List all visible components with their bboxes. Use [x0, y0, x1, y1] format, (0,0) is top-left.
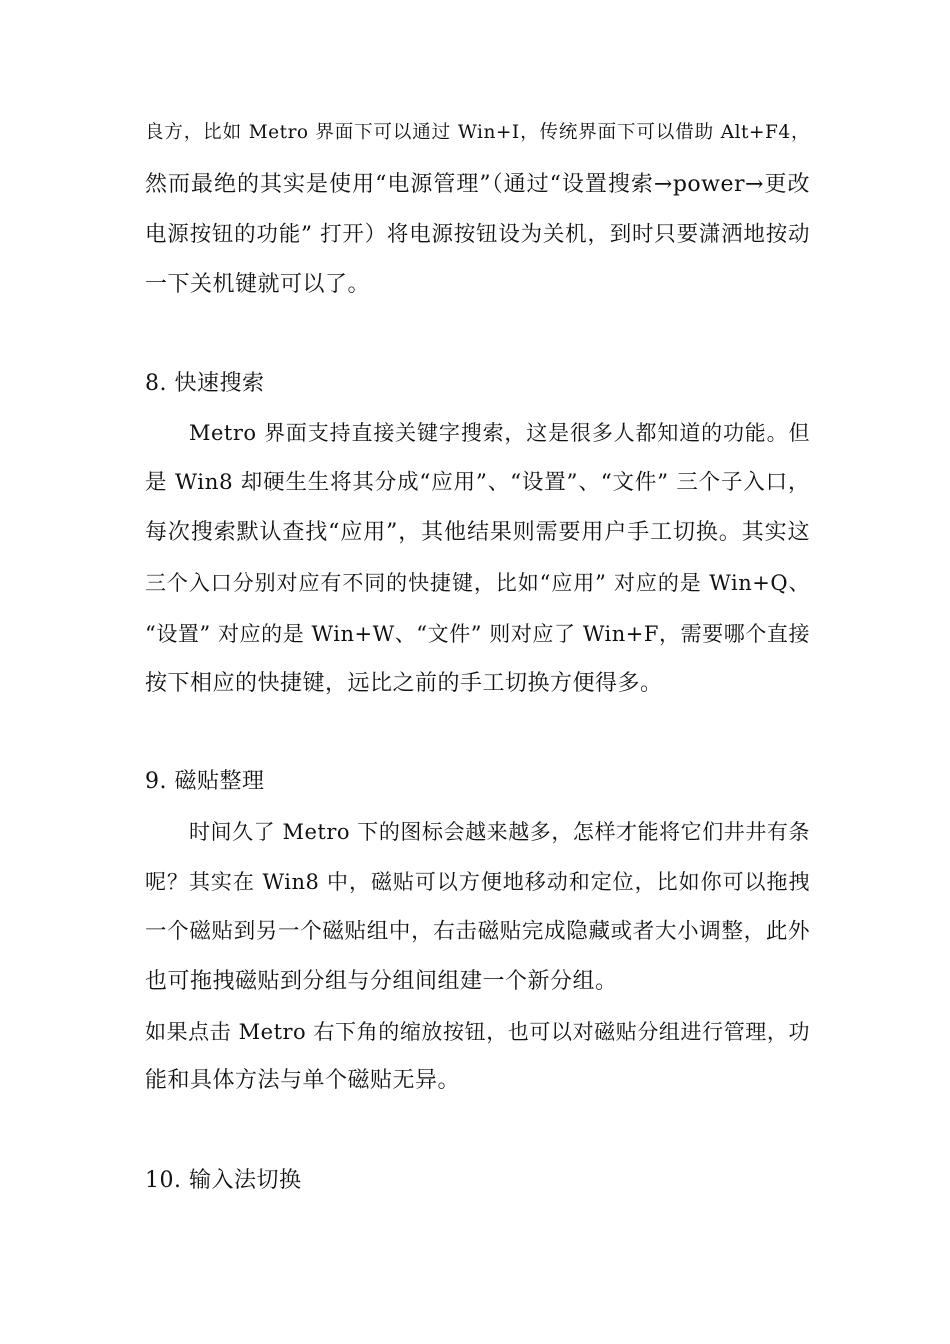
paragraph-line: 呢？其实在 Win8 中，磁贴可以方便地移动和定位，比如你可以拖拽 — [145, 870, 810, 894]
paragraph-line: 也可拖拽磁贴到分组与分组间组建一个新分组。 — [145, 969, 618, 994]
paragraph-line: 一个磁贴到另一个磁贴组中，右击磁贴完成隐藏或者大小调整，此外 — [145, 919, 810, 944]
paragraph-line: Metro 界面支持直接关键字搜索，这是很多人都知道的功能。但 — [189, 421, 810, 445]
paragraph-line: 按下相应的快捷键，远比之前的手工切换方便得多。 — [145, 671, 663, 696]
paragraph-line: 每次搜索默认查找“应用”，其他结果则需要用户手工切换。其实这 — [145, 520, 810, 545]
paragraph-line: 良方，比如 Metro 界面下可以通过 Win+I，传统界面下可以借助 Alt+F4， — [145, 122, 810, 143]
paragraph-line: 一下关机键就可以了。 — [145, 272, 371, 297]
section-8-heading: 8. 快速搜索 — [145, 371, 265, 396]
paragraph-line: 然而最绝的其实是使用“电源管理”（通过“设置搜索→power→更改 — [145, 172, 810, 197]
paragraph-line: “设置” 对应的是 Win+W、“文件” 则对应了 Win+F，需要哪个直接 — [145, 622, 810, 646]
paragraph-line: 是 Win8 却硬生生将其分成“应用”、“设置”、“文件” 三个子入口， — [145, 470, 810, 495]
paragraph-line: 时间久了 Metro 下的图标会越来越多，怎样才能将它们井井有条 — [189, 820, 810, 844]
paragraph-line: 能和具体方法与单个磁贴无异。 — [145, 1068, 461, 1093]
paragraph-line: 电源按钮的功能” 打开）将电源按钮设为关机，到时只要潇洒地按动 — [145, 222, 810, 247]
section-10-heading: 10. 输入法切换 — [145, 1168, 302, 1193]
section-9-heading: 9. 磁贴整理 — [145, 769, 265, 794]
paragraph-line: 如果点击 Metro 右下角的缩放按钮，也可以对磁贴分组进行管理，功 — [145, 1020, 810, 1044]
paragraph-line: 三个入口分别对应有不同的快捷键，比如“应用” 对应的是 Win+Q、 — [145, 571, 810, 595]
